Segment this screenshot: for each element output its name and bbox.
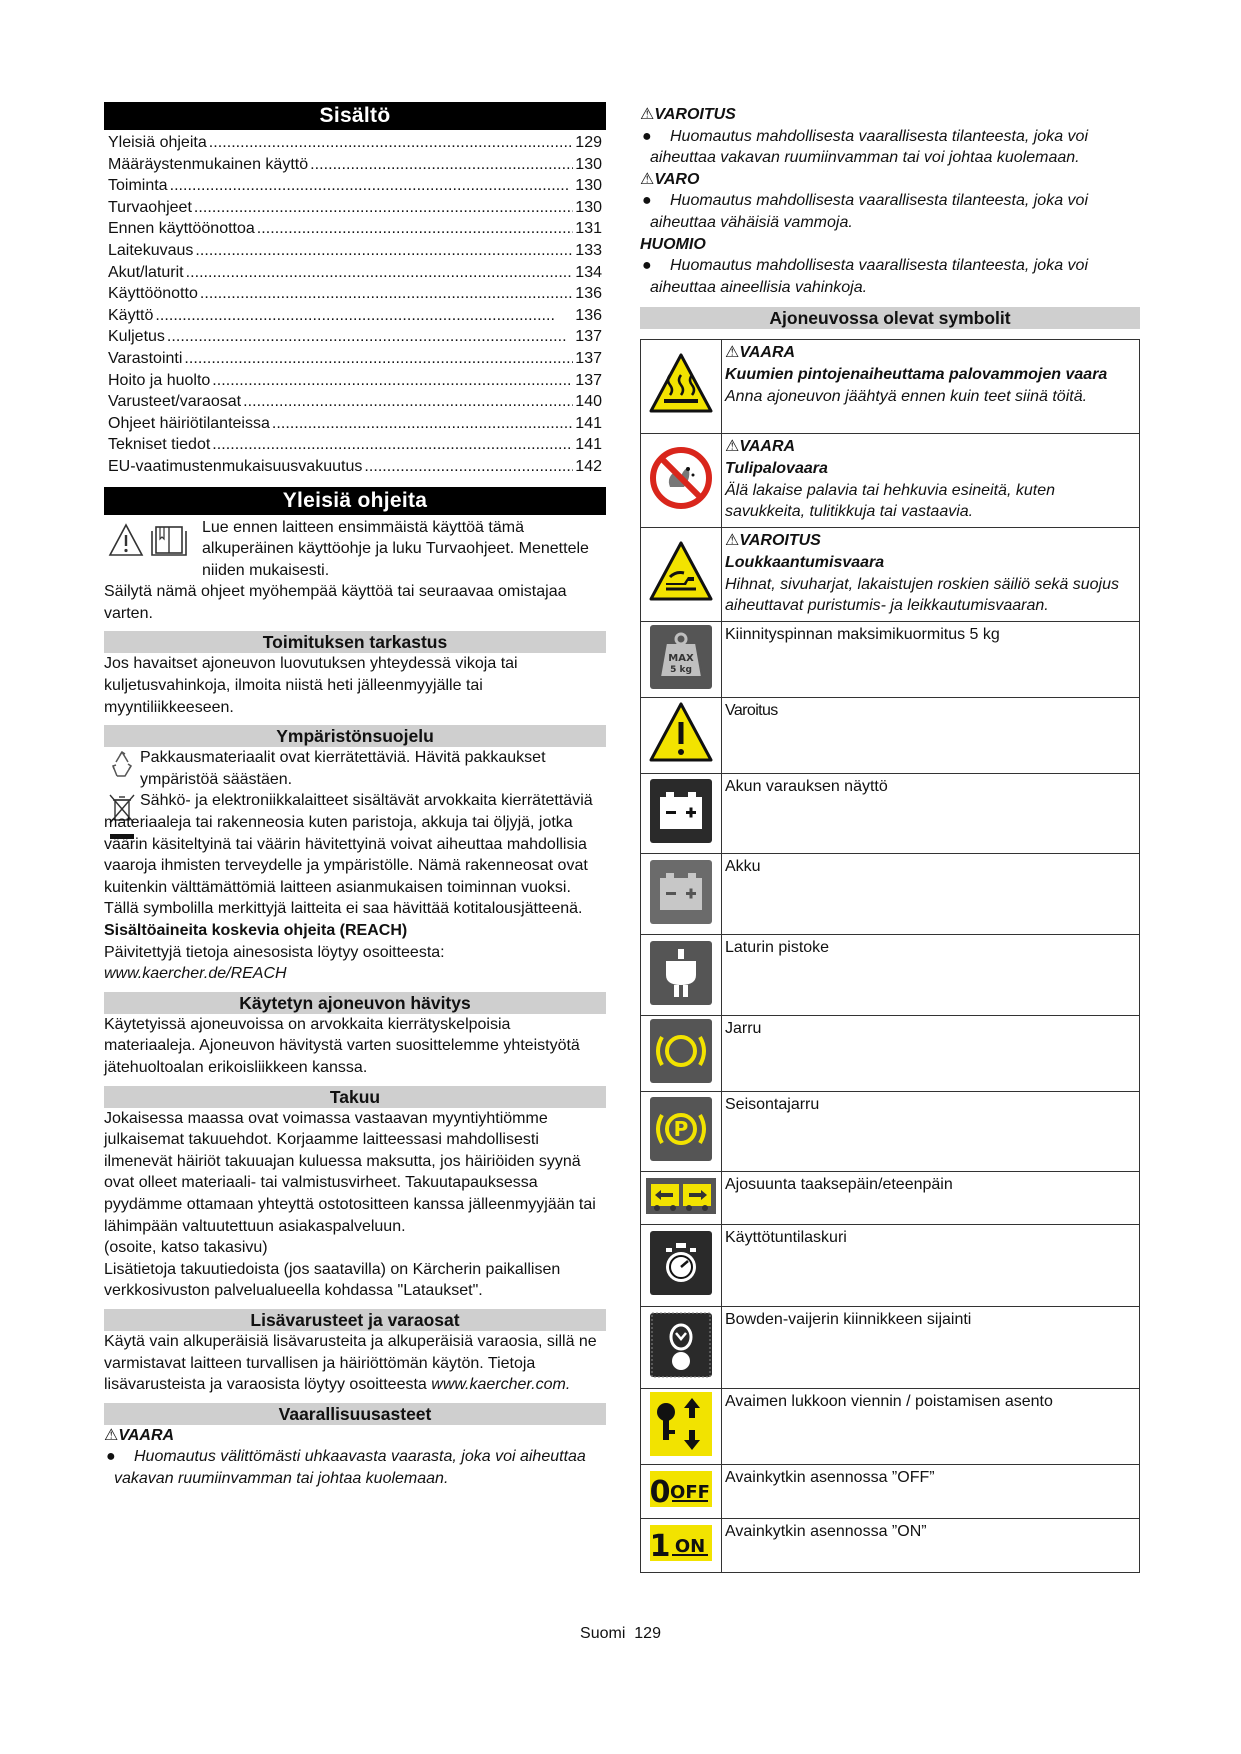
delivery-heading: Toimituksen tarkastus	[104, 631, 606, 653]
symbol-text: Jarru	[725, 1020, 762, 1038]
charger-plug-icon	[648, 939, 714, 1007]
symbol-description	[722, 1172, 1140, 1225]
symbol-text: Laturin pistoke	[725, 939, 830, 957]
toc-entry-title: Määräystenmukainen käyttö	[108, 155, 309, 173]
symbol-text: Hihnat, sivuharjat, lakaistujen roskien säiliö sekä suojus aiheuttavat puristumis- ja leikkautumisvaaran.	[725, 575, 1119, 615]
bowden-cable-icon	[648, 1311, 714, 1379]
symbol-icon-cell	[641, 774, 722, 854]
toc-leader-dots	[155, 307, 573, 325]
symbol-text: Akku	[725, 858, 761, 876]
toc-entry-page: 136	[575, 306, 602, 324]
toc-entry-title: Varusteet/varaosat	[108, 393, 242, 411]
warranty-text: Jokaisessa maassa ovat voimassa vastaavan myyntiyhtiömme julkaisemat takuuehdot. Korjaamme laitteessasi mahdollisesti ilmenevät häiriöt takuuajan kuluessa maksutta, jos häiriöiden syynä ovat olleet materiaali- tai valmistusvirheet. Takuutapauksessa pyydämme ottamaan yhteyttä ostotositteen kanssa jälleenmyyjään tai lähimpään valtuutettuun asiakaspalveluun.	[104, 1109, 596, 1235]
toc-entry-page: 130	[575, 198, 602, 216]
symbol-row	[641, 528, 1140, 622]
toc-entry-title: Ennen käyttöönottoa	[108, 220, 255, 238]
disposal-heading: Käytetyn ajoneuvon hävitys	[104, 992, 606, 1014]
toc-entry-page: 136	[575, 285, 602, 303]
toc-entry-page: 141	[575, 436, 602, 454]
toc-leader-dots	[167, 328, 573, 346]
symbol-icon-cell	[641, 434, 722, 528]
hazard-vaara-bullet: ● Huomautus välittömästi uhkaavasta vaarasta, joka voi aiheuttaa vakavan ruumiinvamman tai johtaa kuolemaan.	[106, 1448, 586, 1487]
key-on-icon	[648, 1523, 714, 1563]
toc-entry[interactable]	[108, 285, 602, 307]
symbol-description	[722, 1389, 1140, 1465]
symbol-description	[722, 1519, 1140, 1573]
toc-entry-page: 129	[575, 134, 602, 151]
general-heading: Yleisiä ohjeita	[104, 487, 606, 515]
symbol-text: Anna ajoneuvon jäähtyä ennen kuin teet siinä töitä.	[725, 387, 1088, 405]
reach-link[interactable]: www.kaercher.de/REACH	[104, 965, 287, 983]
symbol-description	[722, 1225, 1140, 1307]
toc-leader-dots	[186, 264, 574, 282]
accessories-heading: Lisävarusteet ja varaosat	[104, 1309, 606, 1331]
symbol-text: Akun varauksen näyttö	[725, 778, 888, 796]
toc-entry-page: 140	[575, 393, 602, 411]
manual-book-icon	[150, 523, 188, 557]
symbol-description	[722, 340, 1140, 434]
symbol-icon-cell	[641, 1016, 722, 1092]
symbol-title: Kuumien pintojenaiheuttama palovammojen vaara	[725, 365, 1108, 383]
symbol-row	[641, 1389, 1140, 1465]
symbol-description	[722, 1465, 1140, 1519]
symbol-text: Ajosuunta taaksepäin/eteenpäin	[725, 1176, 953, 1194]
toc-entry[interactable]	[108, 220, 602, 242]
key-off-icon	[648, 1469, 714, 1509]
hour-meter-icon	[648, 1229, 714, 1297]
symbol-row	[641, 1092, 1140, 1172]
reach-paragraph	[104, 942, 606, 985]
symbol-description	[722, 434, 1140, 528]
svg-text:5 kg: 5 kg	[670, 665, 692, 676]
warning-outline-icon	[108, 523, 144, 557]
toc-entry-page: 141	[575, 414, 602, 432]
max-load-icon	[648, 623, 714, 691]
toc-entry-title: Ohjeet häiriötilanteissa	[108, 414, 270, 432]
symbol-title: Loukkaantumisvaara	[725, 553, 885, 571]
symbol-title: Tulipalovaara	[725, 459, 828, 477]
svg-text:P: P	[673, 1117, 689, 1142]
warranty-address: (osoite, katso takasivu)	[104, 1239, 268, 1257]
toc-leader-dots	[200, 285, 573, 303]
intro-icons	[104, 517, 196, 557]
disposal-text: Käytetyissä ajoneuvoissa on arvokkaita kierrätyskelpoisia materiaaleja. Ajoneuvon hävitystä varten suosittelemme yhteistyötä jätehuoltoalan erikoisliikkeen kanssa.	[104, 1015, 580, 1076]
symbol-text: Älä lakaise palavia tai hehkuvia esineitä, kuten savukkeita, tulitikkuja tai vastaavia.	[725, 481, 1055, 521]
footer-page-number: 129	[634, 1625, 661, 1642]
toc-entry-page: 137	[575, 371, 602, 389]
toc-entry-page: 137	[575, 328, 602, 346]
toc-entry[interactable]	[108, 436, 602, 458]
page-footer	[0, 1625, 1241, 1643]
symbol-text: Bowden-vaijerin kiinnikkeen sijainti	[725, 1311, 972, 1329]
toc-leader-dots	[364, 458, 573, 476]
toc-entry[interactable]	[108, 156, 602, 178]
warranty-heading: Takuu	[104, 1086, 606, 1108]
toc-entry-page: 137	[575, 349, 602, 367]
symbol-icon-cell	[641, 1225, 722, 1307]
symbols-table	[640, 339, 1140, 1573]
symbol-icon-cell	[641, 1465, 722, 1519]
toc-entry-page: 133	[575, 241, 602, 259]
environment-heading: Ympäristönsuojelu	[104, 725, 606, 747]
keep-instructions-text: Säilytä nämä ohjeet myöhempää käyttöä tai seuraavaa omistajaa varten.	[104, 583, 567, 622]
weee-row	[104, 790, 606, 920]
symbol-description	[722, 1016, 1140, 1092]
svg-text:OFF: OFF	[670, 1482, 710, 1504]
symbol-level: ⚠VAARA	[725, 438, 796, 456]
toc-entry-title: Kuljetus	[108, 328, 165, 346]
symbol-description	[722, 1092, 1140, 1172]
toc-heading: Sisältö	[104, 102, 606, 130]
accessories-paragraph	[104, 1331, 606, 1396]
fire-hazard-icon	[648, 445, 714, 511]
toc-entry[interactable]	[108, 177, 602, 199]
svg-text:ON: ON	[674, 1536, 706, 1558]
symbol-row	[641, 854, 1140, 935]
toc-entry-title: Käyttöönotto	[108, 285, 198, 303]
hazard-level-vaara: ⚠VAARA	[104, 1426, 175, 1444]
symbol-row	[641, 1519, 1140, 1573]
symbol-icon-cell	[641, 1307, 722, 1389]
toc-entry-title: Laitekuvaus	[108, 241, 194, 259]
toc-leader-dots	[209, 134, 574, 152]
toc-entry-page: 130	[575, 177, 602, 195]
hazard-heading: Vaarallisuusasteet	[104, 1403, 606, 1425]
intro-text: Lue ennen laitteen ensimmäistä käyttöä tämä alkuperäinen käyttöohje ja luku Turvaohjeet. Menettele niiden mukaisesti.	[202, 518, 589, 579]
toc-entry[interactable]	[108, 199, 602, 221]
symbol-description	[722, 1307, 1140, 1389]
toc-entry[interactable]	[108, 264, 602, 286]
svg-text:1: 1	[649, 1529, 671, 1564]
symbol-row	[641, 935, 1140, 1016]
symbol-row	[641, 698, 1140, 774]
packaging-row	[104, 747, 606, 790]
symbol-icon-cell	[641, 1092, 722, 1172]
symbol-text: Avainkytkin asennossa ”ON”	[725, 1523, 927, 1541]
toc-entry-title: Tekniset tiedot	[108, 436, 211, 454]
left-column	[104, 102, 606, 1489]
symbol-text: Avainkytkin asennossa ”OFF”	[725, 1469, 935, 1487]
toc-entry-page: 131	[575, 220, 602, 238]
hazard-varoitus-bullet: ● Huomautus mahdollisesta vaarallisesta tilanteesta, joka voi aiheuttaa vakavan ruumiinvamman tai voi johtaa kuolemaan.	[642, 127, 1088, 167]
crush-hazard-icon	[648, 539, 714, 605]
toc-entry-title: Käyttö	[108, 306, 154, 324]
toc-leader-dots	[194, 199, 573, 217]
toc-entry-title: Yleisiä ohjeita	[108, 134, 207, 151]
toc-entry-title: Akut/laturit	[108, 263, 184, 281]
hazard-level-huomio: HUOMIO	[640, 235, 706, 253]
symbol-icon-cell	[641, 622, 722, 698]
svg-text:MAX: MAX	[668, 653, 694, 665]
symbol-description	[722, 935, 1140, 1016]
symbol-text: Kiinnityspinnan maksimikuormitus 5 kg	[725, 626, 1000, 644]
toc-leader-dots	[272, 415, 573, 433]
accessories-text: Käytä vain alkuperäisiä lisävarusteita ja alkuperäisiä varaosia, sillä ne varmistavat laitteen turvallisen ja häiriöttömän käytön. Tietoja lisävarusteista ja varaosista löytyy osoitteesta	[104, 1332, 597, 1394]
hazard-varo-bullet: ● Huomautus mahdollisesta vaarallisesta tilanteesta, joka voi aiheuttaa vähäisiä vammoja.	[642, 192, 1088, 231]
battery-icon	[648, 858, 714, 926]
hazard-level-varo: ⚠VARO	[640, 170, 700, 188]
toc-entry-title: Varastointi	[108, 349, 183, 367]
symbol-text: Käyttötuntilaskuri	[725, 1229, 847, 1247]
drive-direction-icon	[645, 1176, 717, 1216]
symbol-icon-cell	[641, 698, 722, 774]
toc-leader-dots	[212, 372, 573, 390]
footer-language: Suomi	[580, 1625, 626, 1642]
table-of-contents	[104, 130, 606, 480]
warning-triangle-icon	[648, 700, 714, 766]
toc-entry-title: Turvaohjeet	[108, 198, 192, 216]
general-intro	[104, 517, 606, 582]
toc-entry[interactable]	[108, 372, 602, 394]
toc-leader-dots	[184, 350, 573, 368]
toc-entry[interactable]	[108, 415, 602, 437]
symbol-row	[641, 1225, 1140, 1307]
symbol-row	[641, 434, 1140, 528]
symbol-description	[722, 698, 1140, 774]
toc-entry-title: EU-vaatimustenmukaisuusvakuutus	[108, 457, 363, 475]
symbol-text: Varoitus	[725, 702, 778, 720]
battery-charge-icon	[648, 777, 714, 845]
symbol-icon-cell	[641, 935, 722, 1016]
symbol-level: ⚠VAROITUS	[725, 532, 821, 550]
toc-leader-dots	[257, 220, 574, 238]
symbol-icon-cell	[641, 1172, 722, 1225]
symbol-row	[641, 1172, 1140, 1225]
toc-entry[interactable]	[108, 242, 602, 264]
symbol-row	[641, 1465, 1140, 1519]
hazard-huomio-bullet: ● Huomautus mahdollisesta vaarallisesta tilanteesta, joka voi aiheuttaa aineellisia vahinkoja.	[642, 257, 1088, 296]
symbol-description	[722, 774, 1140, 854]
toc-entry[interactable]	[108, 393, 602, 415]
toc-leader-dots	[310, 156, 573, 174]
hazard-level-varoitus: ⚠VAROITUS	[640, 106, 736, 123]
symbol-icon-cell	[641, 340, 722, 434]
symbol-row	[641, 1307, 1140, 1389]
packaging-text: Pakkausmateriaalit ovat kierrätettäviä. Hävitä pakkaukset ympäristöä säästäen.	[140, 749, 546, 788]
right-column	[640, 104, 1140, 1573]
reach-text: Päivitettyjä tietoja ainesosista löytyy osoitteesta:	[104, 943, 445, 961]
toc-entry-page: 134	[575, 263, 602, 281]
reach-title: Sisältöaineita koskevia ohjeita (REACH)	[104, 922, 408, 939]
toc-leader-dots	[170, 177, 574, 195]
delivery-text: Jos havaitset ajoneuvon luovutuksen yhteydessä vikoja tai kuljetusvahinkoja, ilmoita niistä heti jälleenmyyjälle tai myyntiliikkeeseen.	[104, 655, 518, 716]
symbol-row	[641, 1016, 1140, 1092]
toc-entry[interactable]	[108, 307, 602, 329]
symbol-icon-cell	[641, 528, 722, 622]
symbol-text: Avaimen lukkoon viennin / poistamisen asento	[725, 1393, 1053, 1411]
symbol-description	[722, 528, 1140, 622]
toc-entry-page: 130	[575, 155, 602, 173]
key-insert-icon	[648, 1390, 714, 1458]
symbol-description	[722, 854, 1140, 935]
toc-entry-page: 142	[575, 457, 602, 475]
brake-icon	[648, 1017, 714, 1085]
toc-leader-dots	[243, 393, 573, 411]
symbol-description	[722, 622, 1140, 698]
recycling-icon	[107, 749, 137, 779]
toc-entry[interactable]	[108, 458, 602, 480]
toc-entry[interactable]	[108, 350, 602, 372]
toc-entry-title: Toiminta	[108, 177, 168, 195]
symbol-row	[641, 774, 1140, 854]
svg-text:0: 0	[649, 1475, 671, 1510]
toc-leader-dots	[212, 436, 573, 454]
symbol-row	[641, 622, 1140, 698]
symbol-row	[641, 340, 1140, 434]
toc-entry[interactable]	[108, 134, 602, 156]
parking-brake-icon	[648, 1095, 714, 1163]
weee-text: Sähkö- ja elektroniikkalaitteet sisältävät arvokkaita kierrätettäviä materiaaleja tai rakenneosia kuten paristoja, akkuja tai öljyjä, jotka väärin käsiteltyinä tai väärin hävitettyinä voivat aiheuttaa mahdollisia vaaroja ihmisten terveydelle ja ympäristölle. Nämä rakenneosat ovat kuitenkin välttämättömiä laitteen asianmukaisen toiminnan vuoksi. Tällä symbolilla merkittyjä laitteita ei saa hävittää kotitalousjätteenä.	[104, 792, 593, 918]
hot-surface-icon	[648, 351, 714, 417]
symbols-heading: Ajoneuvossa olevat symbolit	[640, 307, 1140, 329]
symbol-icon-cell	[641, 1519, 722, 1573]
symbol-icon-cell	[641, 854, 722, 935]
symbol-icon-cell	[641, 1389, 722, 1465]
symbol-level: ⚠VAARA	[725, 344, 796, 362]
warranty-more: Lisätietoja takuutiedoista (jos saatavilla) on Kärcherin paikallisen verkkosivuston palvelualueella kohdassa "Lataukset".	[104, 1260, 561, 1300]
accessories-link[interactable]: www.kaercher.com.	[431, 1376, 571, 1394]
symbol-text: Seisontajarru	[725, 1096, 820, 1114]
toc-leader-dots	[195, 242, 573, 260]
toc-entry[interactable]	[108, 328, 602, 350]
toc-entry-title: Hoito ja huolto	[108, 371, 211, 389]
